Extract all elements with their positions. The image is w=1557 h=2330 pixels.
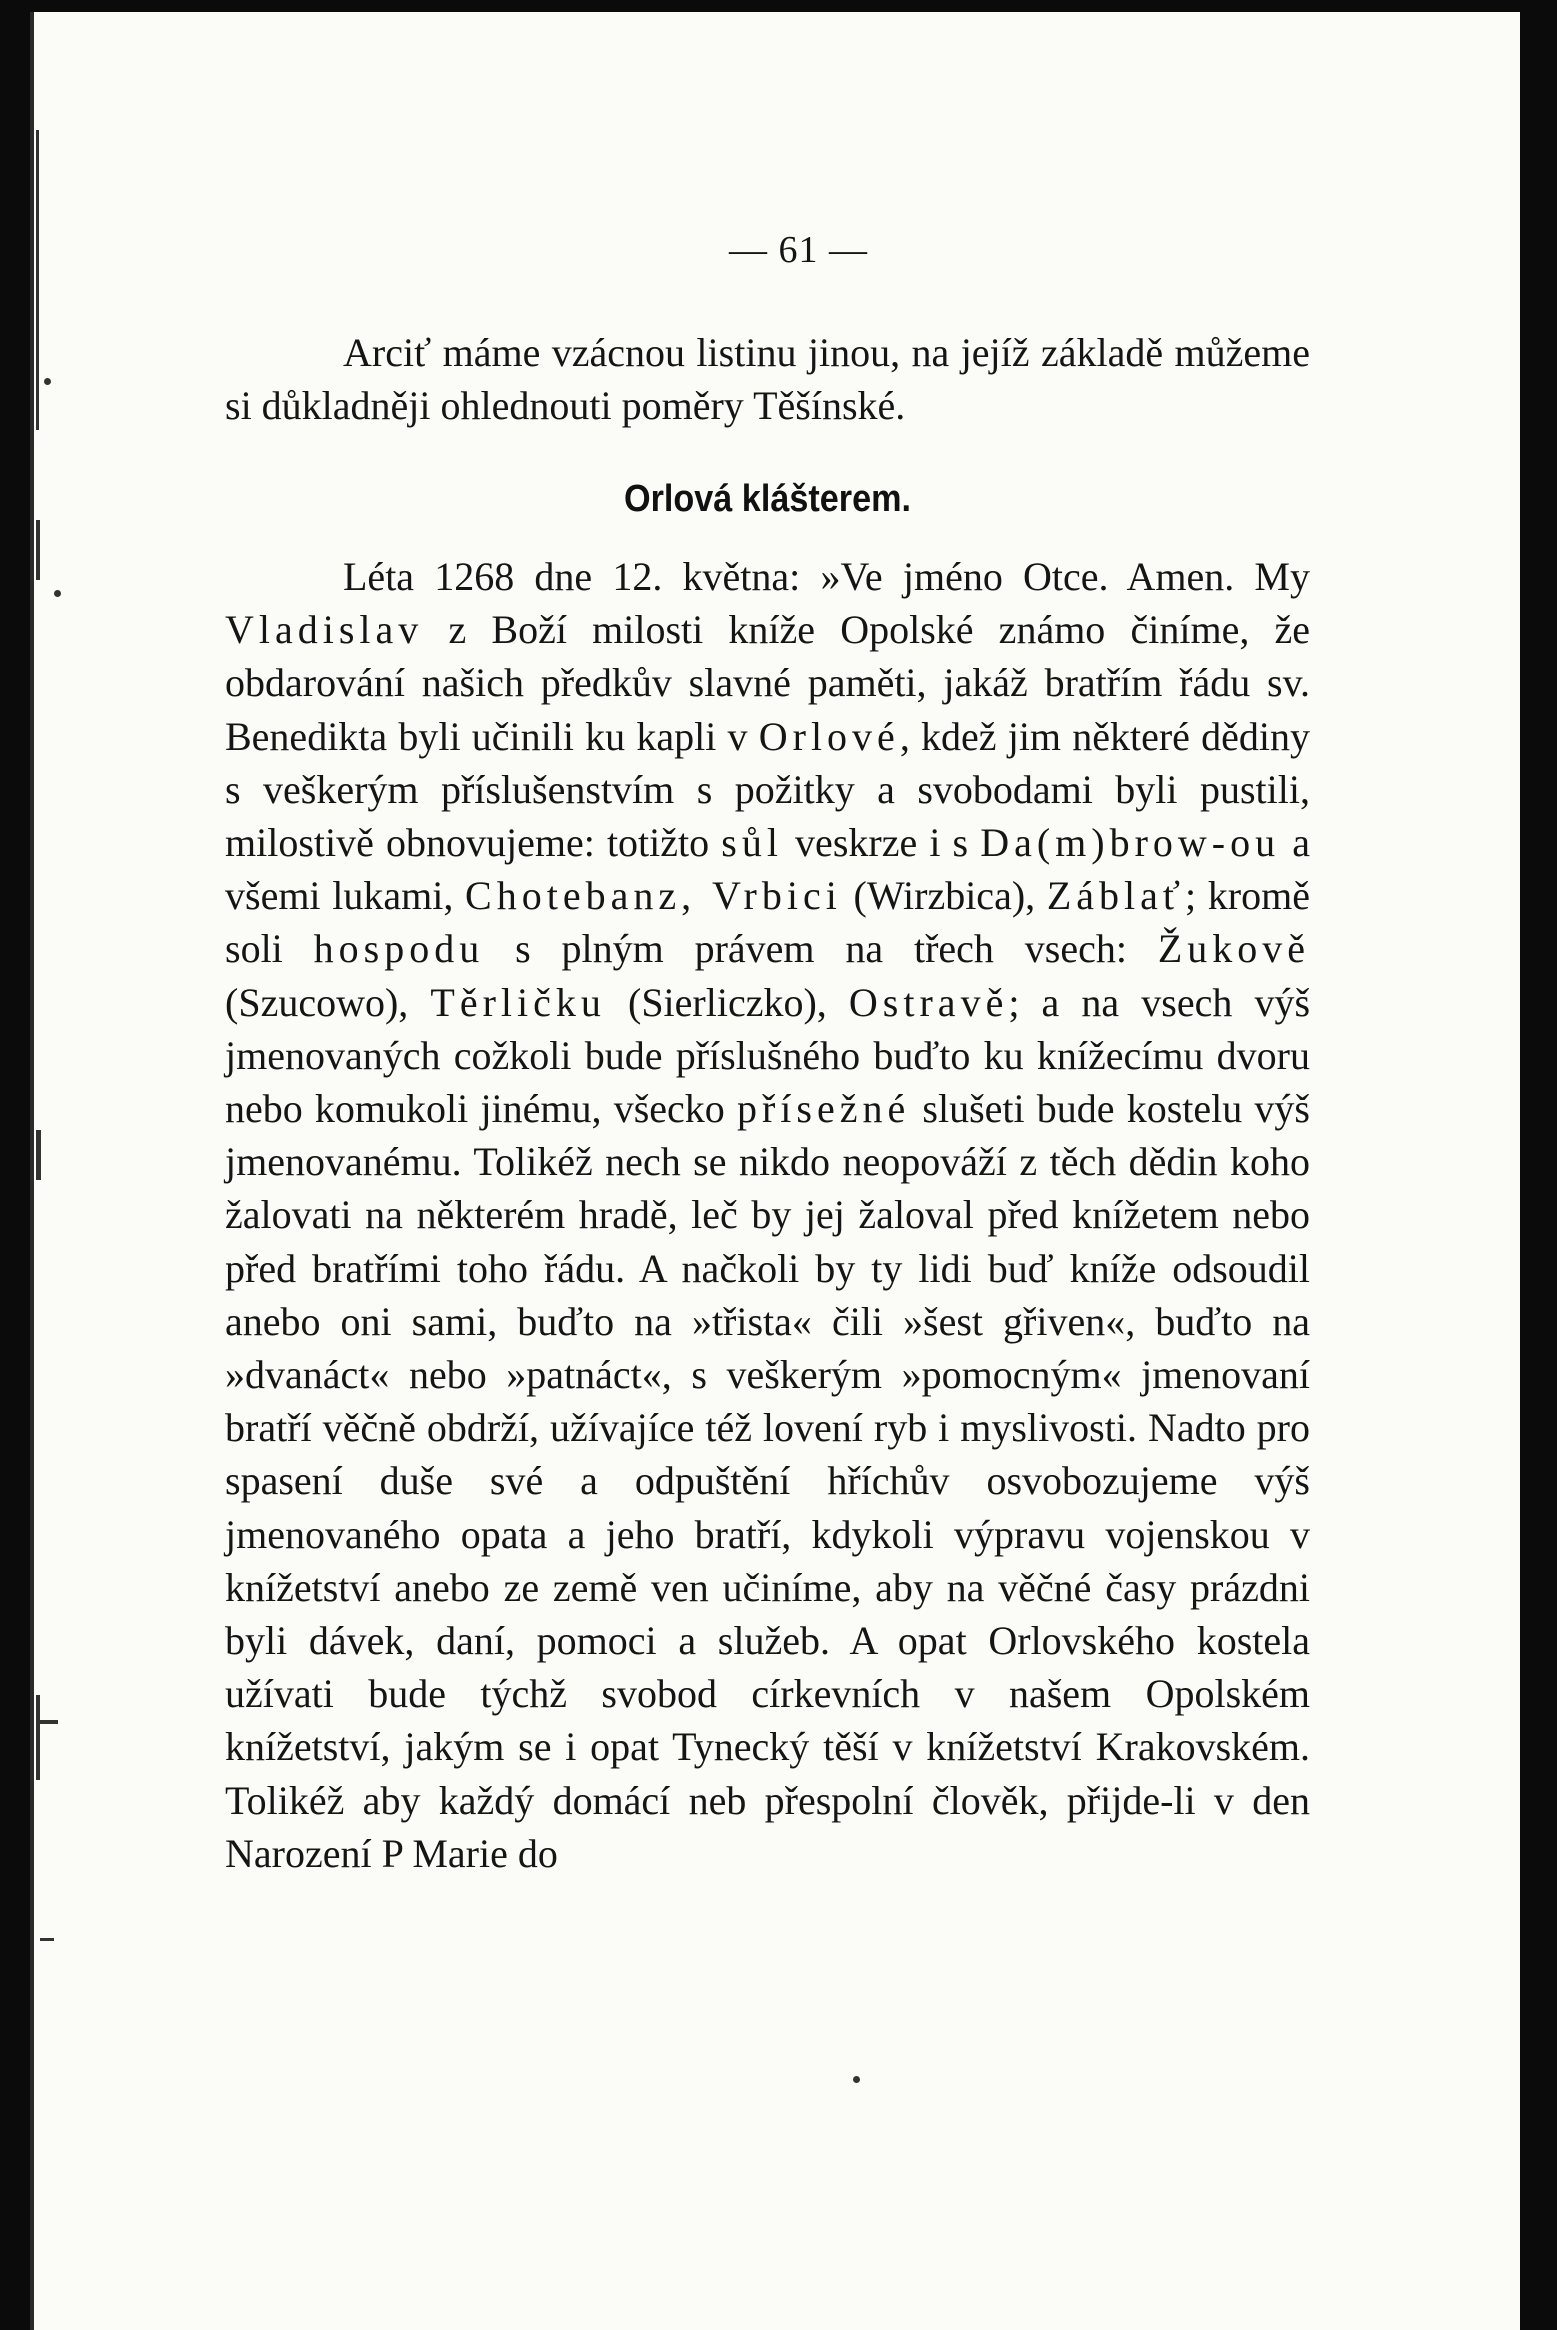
emphasized-text: Chotebanz, Vrbici bbox=[465, 873, 842, 919]
emphasized-text: Záblať bbox=[1046, 873, 1185, 919]
scan-border bbox=[1520, 0, 1557, 2330]
margin-mark bbox=[36, 520, 40, 580]
emphasized-text: přísežné bbox=[736, 1086, 911, 1132]
body-text: , kdež jim některé dědiny s veškerým příslušenstvím s požitky a svobodami byli pustili, milostivě obnovujeme: totižto bbox=[225, 713, 1310, 866]
emphasized-text: Těrličku bbox=[430, 979, 606, 1025]
margin-mark bbox=[36, 130, 39, 430]
emphasized-text: Žukově bbox=[1157, 926, 1310, 972]
section-heading: Orlová klášterem. bbox=[623, 478, 912, 520]
body-text: s plným právem na třech vsech: bbox=[484, 926, 1158, 972]
body-text: (Wirzbica), bbox=[841, 873, 1047, 919]
margin-mark bbox=[36, 1695, 40, 1780]
margin-mark bbox=[36, 1720, 58, 1724]
page-number: — 61 — bbox=[729, 229, 868, 271]
emphasized-text: hospodu bbox=[313, 926, 485, 972]
body-text: ; kromě soli bbox=[225, 873, 1310, 972]
main-paragraph bbox=[225, 550, 1310, 1880]
body-text: slušeti bude kostelu výš jmenovanému. Tolikéž nech se nikdo neopováží z těch dědin koho žalovati na některém hradě, leč by jej žaloval před knížetem nebo před bratřími toho řádu. A načkoli by ty lidi buď kníže odsoudil anebo oni sami, buďto na »třista« čili »šest gřiven«, buďto na »dvanáct« nebo »patnáct«, s veškerým »pomocným« jmenovaní bratří věčně obdrží, užívajíce též lovení ryb i myslivosti. Nadto pro spasení duše své a odpuštění hříchův osvobozujeme výš jmenovaného opata a jeho bratří, kdykoli výpravu vojenskou v knížetství anebo ze země ven učiníme, aby na věčné časy prázdni byli dávek, daní, pomoci a služeb. A opat Orlovského kostela užívati bude týchž svobod církevních v našem Opolském knížetství, jakým se i opat Tynecký těší v knížetství Krakovském. Tolikéž aby každý domácí neb přespolní člověk, přijde-li v den Narození P Marie do bbox=[225, 1086, 1310, 1876]
margin-mark bbox=[36, 1130, 41, 1180]
body-text: Léta 1268 dne 12. května: »Ve jméno Otce. Amen. My bbox=[343, 554, 1310, 599]
body-text: (Szucowo), bbox=[225, 979, 431, 1025]
margin-mark bbox=[54, 590, 61, 597]
emphasized-text: Da(m)brow-ou bbox=[980, 820, 1281, 866]
margin-mark bbox=[853, 2076, 860, 2083]
body-text: a všemi lukami, bbox=[225, 820, 1310, 919]
emphasized-text: Ostravě bbox=[848, 979, 1009, 1025]
body-text: z Boží milosti kníže Opolské známo činíme, že obdarování našich předkův slavné paměti, jakáž bratřím řádu sv. Benedikta byli učinili ku kapli v bbox=[225, 607, 1310, 759]
emphasized-text: Orlové bbox=[758, 713, 900, 759]
body-text: veskrze i s bbox=[782, 820, 981, 866]
emphasized-text: sůl bbox=[721, 820, 783, 866]
binding-edge bbox=[30, 12, 34, 2330]
intro-paragraph: Arciť máme vzácnou listinu jinou, na jejíž základě můžeme si důkladněji ohlednouti poměry Těšínské. bbox=[225, 330, 1310, 429]
body-text: (Sierliczko), bbox=[605, 979, 849, 1025]
margin-mark bbox=[40, 1938, 54, 1941]
margin-mark bbox=[44, 378, 51, 385]
body-text: ; a na vsech výš jmenovaných cožkoli bude příslušného buďto ku knížecímu dvoru nebo komukoli jinému, všecko bbox=[225, 979, 1311, 1132]
emphasized-text: Vladislav bbox=[225, 607, 424, 653]
